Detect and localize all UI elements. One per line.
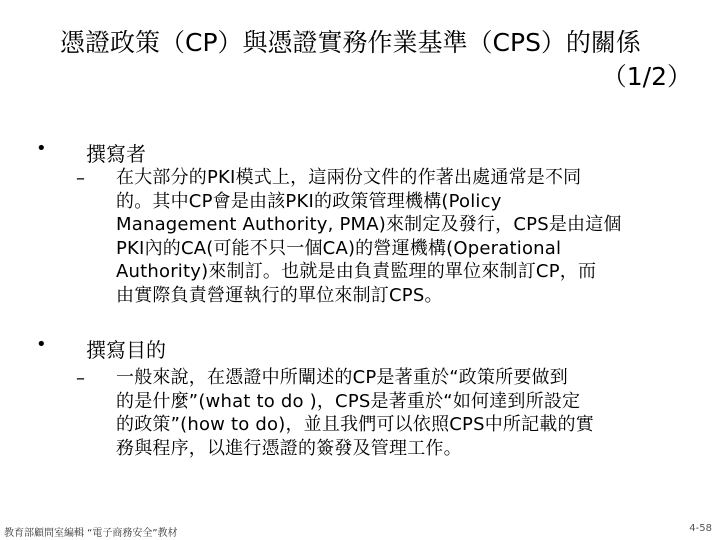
sub-bullet-marker: – — [76, 368, 85, 389]
text-line: Authority)來制訂。也就是由負責監理的單位來制訂CP，而 — [116, 261, 597, 282]
bullet-heading-purpose: 撰寫目的 — [86, 338, 166, 362]
text-line: 在大部分的PKI模式上，這兩份文件的作著出處通常是不同 — [116, 167, 582, 188]
footer-source: 教育部顧問室編輯 “電子商務安全”教材 — [4, 528, 178, 539]
slide-title-line-2: （1/2） — [601, 62, 692, 91]
bullet-marker: • — [36, 138, 47, 159]
text-line: 由實際負責營運執行的單位來制訂CPS。 — [116, 284, 443, 306]
slide-title-line-1: 憑證政策（CP）與憑證實務作業基準（CPS）的關係 — [60, 28, 641, 57]
text-line: 的。其中CP會是由該PKI的政策管理機構(Policy — [116, 190, 502, 212]
sub-bullet-marker: – — [76, 168, 85, 189]
text-line: PKI內的CA(可能不只一個CA)的營運機構(Operational — [116, 237, 562, 259]
sub-bullet-author-text — [116, 166, 680, 307]
text-line: 務與程序，以進行憑證的簽發及管理工作。 — [116, 437, 462, 459]
sub-bullet-purpose-text — [116, 366, 680, 460]
text-line: Management Authority, PMA)來制定及發行，CPS是由這個 — [116, 214, 622, 235]
slide-title — [60, 26, 700, 94]
text-line: 一般來說，在憑證中所闡述的CP是著重於“政策所要做到 — [116, 367, 568, 388]
page-number: 4-58 — [689, 523, 712, 534]
bullet-marker: • — [36, 334, 47, 355]
bullet-author — [36, 138, 336, 166]
text-line: 的是什麼”(what to do )，CPS是著重於“如何達到所設定 — [116, 390, 581, 412]
bullet-heading-author: 撰寫者 — [86, 142, 146, 166]
bullet-purpose — [36, 334, 336, 362]
text-line: 的政策”(how to do)，並且我們可以依照CPS中所記載的實 — [116, 414, 594, 435]
